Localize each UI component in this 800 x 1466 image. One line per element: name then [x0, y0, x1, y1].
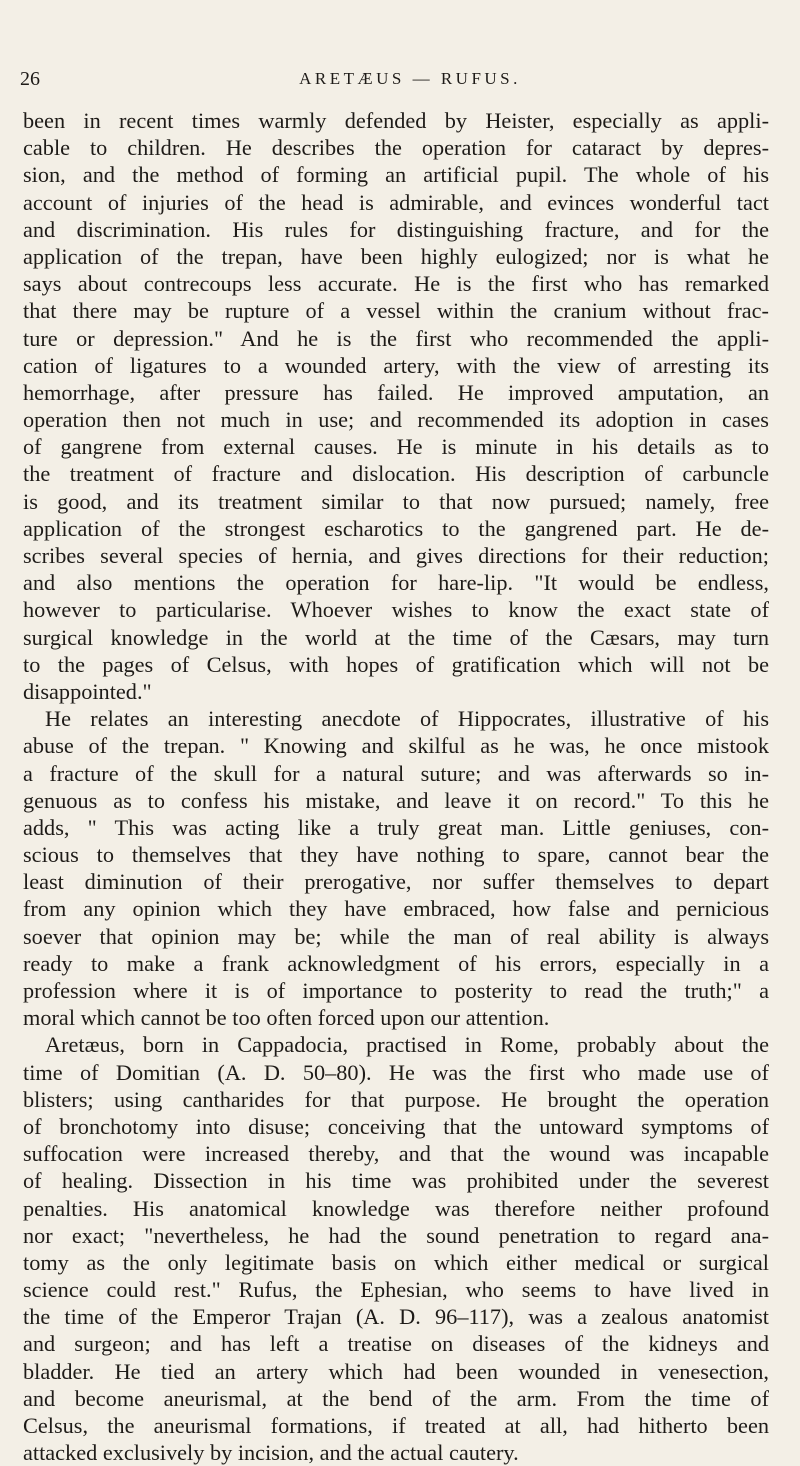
text-line: to the pages of Celsus, with hopes of gratification which will not be: [23, 651, 769, 677]
running-title: ARETÆUS — RUFUS.: [299, 69, 521, 88]
text-line: blisters; using cantharides for that purpose. He brought the operation: [23, 1086, 769, 1112]
text-line: genuous as to confess his mistake, and leave it on record." To this he: [23, 787, 769, 813]
text-line: and surgeon; and has left a treatise on diseases of the kidneys and: [23, 1331, 769, 1357]
text-line: scribes several species of hernia, and gives directions for their reduction;: [23, 543, 769, 568]
text-line: that there may be rupture of a vessel within the cranium without frac-: [23, 298, 769, 324]
text-line: abuse of the trepan. " Knowing and skilful as he was, he once mistook: [23, 733, 769, 759]
text-line: cable to children. He describes the operation for cataract by depres-: [23, 135, 769, 161]
text-line: is good, and its treatment similar to that now pursued; namely, free: [23, 488, 769, 514]
text-line: disappointed.": [23, 678, 152, 704]
text-line: science could rest." Rufus, the Ephesian, who seems to have lived in: [23, 1277, 769, 1303]
text-line: nor exact; "nevertheless, he had the sound penetration to regard ana-: [23, 1222, 769, 1248]
text-line: the time of the Emperor Trajan (A. D. 96–117), was a zealous anatomist: [23, 1304, 769, 1330]
text-line: says about contrecoups less accurate. He is the first who has remarked: [23, 271, 769, 297]
text-line: time of Domitian (A. D. 50–80). He was the first who made use of: [23, 1059, 769, 1085]
text-line: application of the strongest escharotics to the gangrened part. He de-: [23, 515, 769, 541]
text-line: of healing. Dissection in his time was prohibited under the severest: [23, 1168, 769, 1194]
text-line: moral which cannot be too often forced upon our attention.: [23, 1005, 550, 1031]
text-line: surgical knowledge in the world at the time of the Cæsars, may turn: [23, 624, 769, 650]
text-line: and also mentions the operation for hare-lip. "It would be endless,: [23, 570, 769, 596]
text-line: ready to make a frank acknowledgment of his errors, especially in a: [23, 950, 769, 976]
text-line: ture or depression." And he is the first who recommended the appli-: [23, 325, 769, 351]
text-line: of gangrene from external causes. He is minute in his details as to: [23, 434, 769, 460]
text-line: attacked exclusively by incision, and the actual cautery.: [23, 1440, 519, 1466]
text-line: account of injuries of the head is admirable, and evinces wonderful tact: [23, 189, 769, 215]
text-line: Celsus, the aneurismal formations, if treated at all, had hitherto been: [23, 1413, 769, 1438]
text-line: sion, and the method of forming an artificial pupil. The whole of his: [23, 162, 769, 188]
text-line: and discrimination. His rules for distinguishing fracture, and for the: [23, 216, 769, 242]
text-line: operation then not much in use; and recommended its adoption in cases: [23, 407, 769, 433]
text-line: adds, " This was acting like a truly great man. Little geniuses, con-: [23, 814, 769, 840]
text-line: penalties. His anatomical knowledge was therefore neither profound: [23, 1195, 769, 1221]
text-line: tomy as the only legitimate basis on which either medical or surgical: [23, 1249, 769, 1275]
body-text: [23, 107, 769, 1466]
text-line: hemorrhage, after pressure has failed. He improved amputation, an: [23, 379, 769, 405]
text-line: however to particularise. Whoever wishes to know the exact state of: [23, 597, 769, 623]
text-line: suffocation were increased thereby, and that the wound was incapable: [23, 1141, 769, 1167]
text-line: bladder. He tied an artery which had been wounded in venesection,: [23, 1358, 769, 1384]
text-line: cation of ligatures to a wounded artery, with the view of arresting its: [23, 352, 769, 378]
text-line: Aretæus, born in Cappadocia, practised in Rome, probably about the: [45, 1032, 769, 1058]
text-line: application of the trepan, have been highly eulogized; nor is what he: [23, 243, 769, 269]
text-line: soever that opinion may be; while the man of real ability is always: [23, 923, 769, 949]
page-number: 26: [20, 68, 40, 90]
text-line: profession where it is of importance to posterity to read the truth;" a: [23, 978, 769, 1003]
text-line: of bronchotomy into disuse; conceiving that the untoward symptoms of: [23, 1113, 769, 1139]
text-line: and become aneurismal, at the bend of the arm. From the time of: [23, 1385, 769, 1411]
text-line: the treatment of fracture and dislocation. His description of carbuncle: [23, 461, 769, 487]
running-head: [20, 62, 760, 96]
text-line: He relates an interesting anecdote of Hippocrates, illustrative of his: [45, 706, 769, 732]
text-line: a fracture of the skull for a natural suture; and was afterwards so in-: [23, 760, 769, 786]
text-line: least diminution of their prerogative, nor suffer themselves to depart: [23, 869, 769, 895]
text-line: scious to themselves that they have nothing to spare, cannot bear the: [23, 842, 769, 868]
text-line: been in recent times warmly defended by Heister, especially as appli-: [23, 108, 769, 133]
text-line: from any opinion which they have embraced, how false and pernicious: [23, 896, 769, 922]
